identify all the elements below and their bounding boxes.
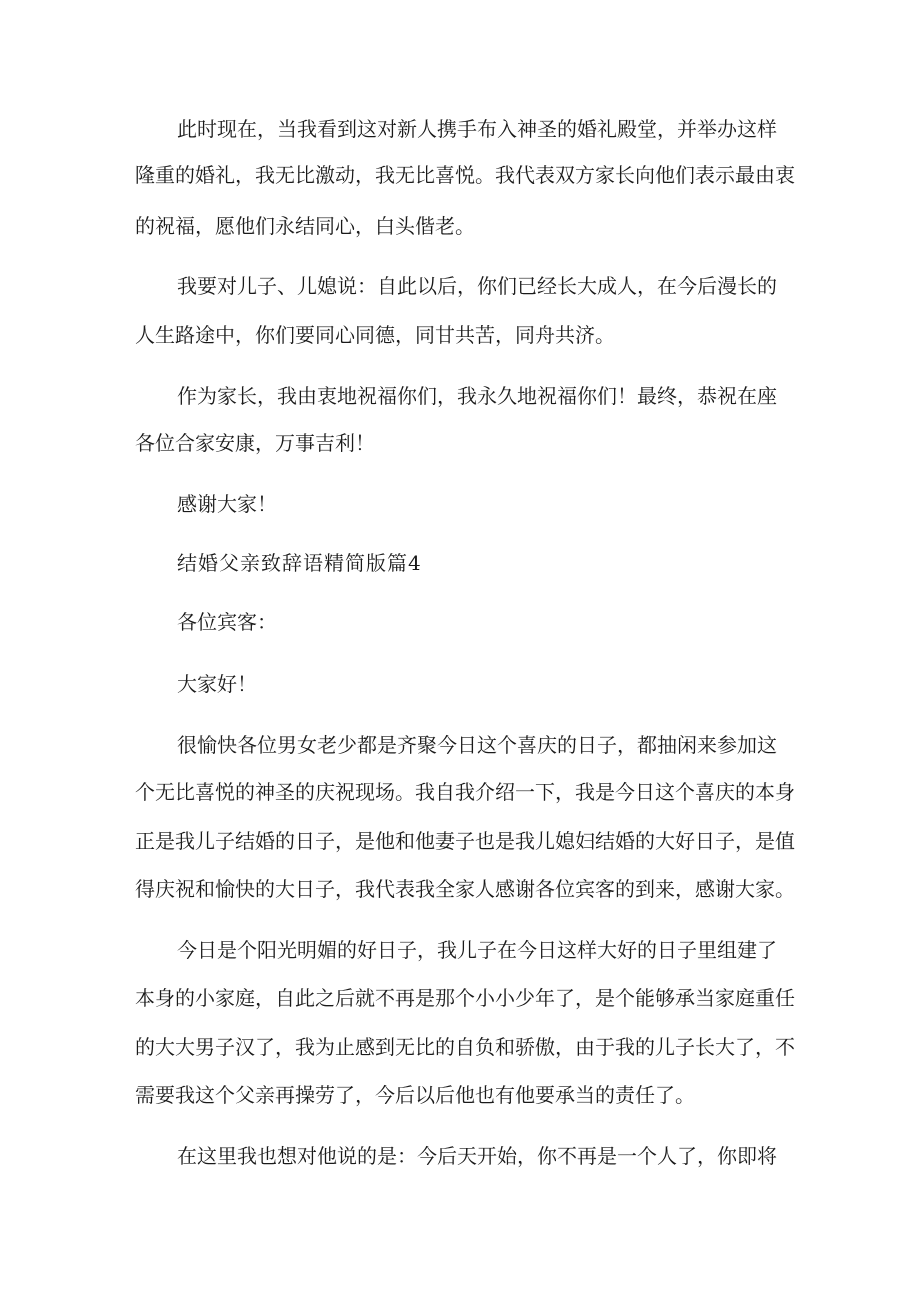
paragraph-line: 感谢大家！ (177, 492, 277, 516)
paragraph-line: 人生路途中，你们要同心同德，同甘共苦，同舟共济。 (135, 323, 615, 347)
paragraph-line: 在这里我也想对他说的是：今后天开始，你不再是一个人了，你即将 (177, 1144, 777, 1168)
paragraph-line: 得庆祝和愉快的大日子，我代表我全家人感谢各位宾客的到来，感谢大家。 (135, 877, 795, 901)
paragraph-line: 今日是个阳光明媚的好日子，我儿子在今日这样大好的日子里组建了 (177, 938, 777, 962)
paragraph-line: 作为家长，我由衷地祝福你们，我永久地祝福你们！最终，恭祝在座 (177, 384, 777, 408)
salutation: 各位宾客： (177, 610, 277, 634)
paragraph-line: 此时现在，当我看到这对新人携手布入神圣的婚礼殿堂，并举办这样 (177, 117, 777, 141)
paragraph-line: 正是我儿子结婚的日子，是他和他妻子也是我儿媳妇结婚的大好日子，是值 (135, 829, 795, 853)
paragraph-line: 很愉快各位男女老少都是齐聚今日这个喜庆的日子，都抽闲来参加这 (177, 733, 777, 757)
greeting: 大家好！ (177, 672, 257, 696)
paragraph-line: 的祝福，愿他们永结同心，白头偕老。 (135, 214, 475, 238)
paragraph-line: 需要我这个父亲再操劳了，今后以后他也有他要承当的责任了。 (135, 1083, 695, 1107)
paragraph-line: 本身的小家庭，自此之后就不再是那个小小少年了，是个能够承当家庭重任 (135, 986, 795, 1010)
paragraph-line: 个无比喜悦的神圣的庆祝现场。我自我介绍一下，我是今日这个喜庆的本身 (135, 780, 795, 804)
paragraph-line: 我要对儿子、儿媳说：自此以后，你们已经长大成人，在今后漫长的 (177, 274, 777, 298)
paragraph-line: 隆重的婚礼，我无比激动，我无比喜悦。我代表双方家长向他们表示最由衷 (135, 163, 795, 187)
paragraph-line: 各位合家安康，万事吉利！ (135, 431, 375, 455)
section-heading: 结婚父亲致辞语精简版篇4 (177, 551, 422, 575)
paragraph-line: 的大大男子汉了，我为止感到无比的自负和骄傲，由于我的儿子长大了，不 (135, 1035, 795, 1059)
